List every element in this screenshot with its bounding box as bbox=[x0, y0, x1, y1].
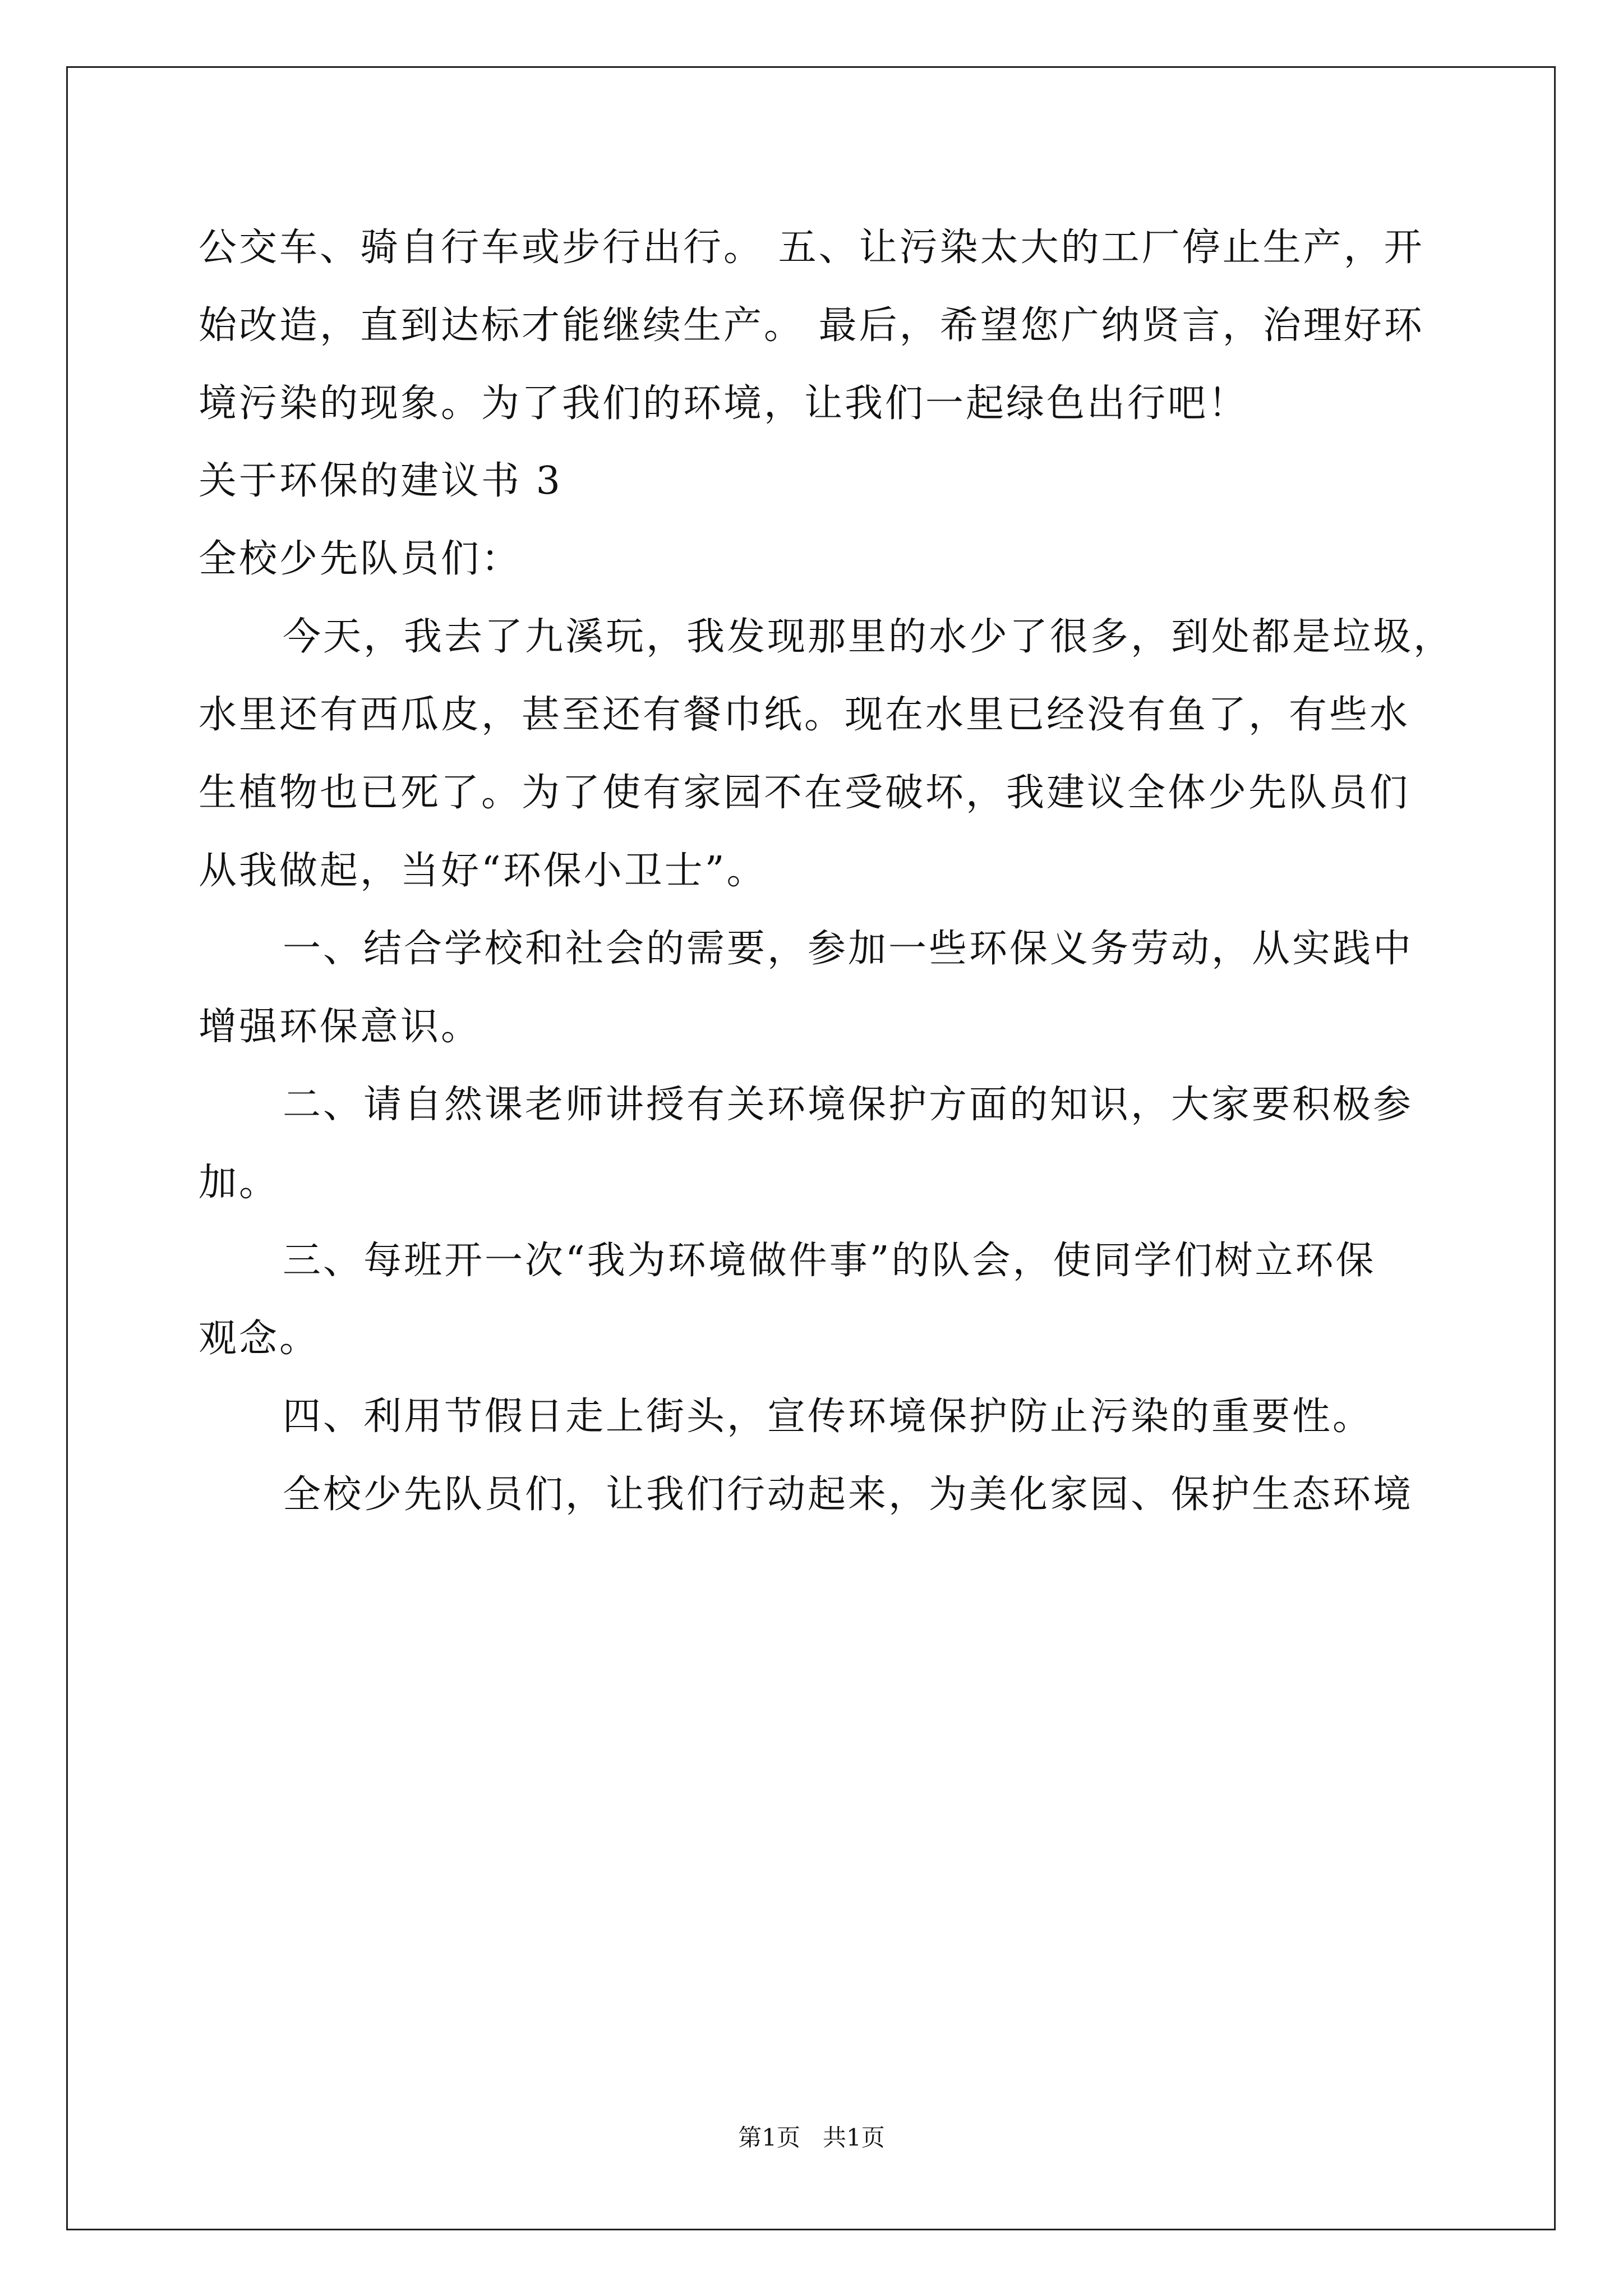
body-line: 三、每班开一次“我为环境做件事”的队会，使同学们树立环保 bbox=[283, 1239, 1376, 1283]
body-line: 观念。 bbox=[199, 1317, 320, 1361]
body-line: 二、请自然课老师讲授有关环境保护方面的知识，大家要积极参 bbox=[283, 1083, 1414, 1127]
body-line: 从我做起，当好“环保小卫士”。 bbox=[199, 849, 767, 893]
body-line: 公交车、骑自行车或步行出行。 五、让污染太大的工厂停止生产，开 bbox=[199, 226, 1424, 270]
body-line: 一、结合学校和社会的需要，参加一些环保义务劳动，从实践中 bbox=[283, 927, 1414, 971]
salutation: 全校少先队员们： bbox=[199, 537, 522, 581]
body-line: 四、利用节假日走上街头，宣传环境保护防止污染的重要性。 bbox=[283, 1395, 1373, 1439]
body-line: 增强环保意识。 bbox=[199, 1005, 482, 1049]
body-line: 水里还有西瓜皮，甚至还有餐巾纸。现在水里已经没有鱼了，有些水 bbox=[199, 693, 1410, 737]
body-line: 全校少先队员们，让我们行动起来，为美化家园、保护生态环境 bbox=[283, 1473, 1414, 1517]
body-line: 始改造，直到达标才能继续生产。 最后，希望您广纳贤言，治理好环 bbox=[199, 303, 1424, 348]
section-heading: 关于环保的建议书 3 bbox=[199, 459, 562, 503]
body-line: 境污染的现象。为了我们的环境，让我们一起绿色出行吧！ bbox=[199, 381, 1249, 426]
body-line: 今天，我去了九溪玩，我发现那里的水少了很多，到处都是垃圾， bbox=[283, 615, 1454, 659]
body-line: 生植物也已死了。为了使有家园不在受破坏，我建议全体少先队员们 bbox=[199, 771, 1410, 815]
page-footer: 第1页 共1页 bbox=[738, 2124, 885, 2151]
body-line: 加。 bbox=[199, 1161, 280, 1205]
